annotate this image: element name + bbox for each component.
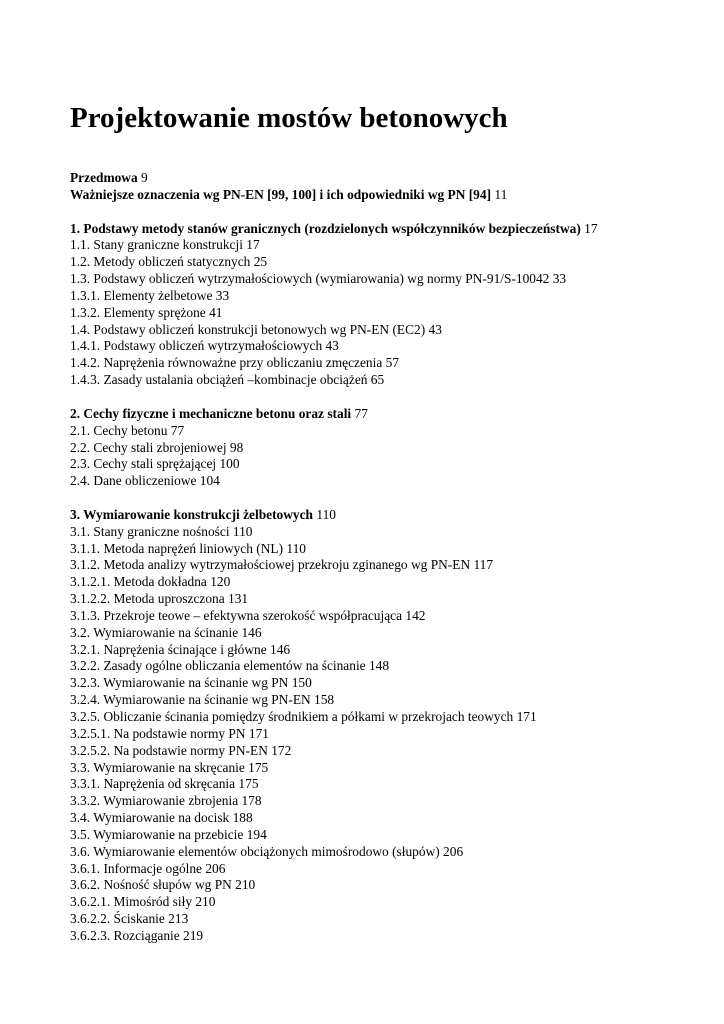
toc-entry: 2.4. Dane obliczeniowe 104 xyxy=(70,473,220,489)
toc-page-number: 17 xyxy=(584,220,598,236)
toc-entry: 3.1.2.1. Metoda dokładna 120 xyxy=(70,574,231,590)
toc-entry: 2.2. Cechy stali zbrojeniowej 98 xyxy=(70,439,244,455)
toc-entry: 3.6.2. Nośność słupów wg PN 210 xyxy=(70,877,256,893)
toc-entry: 1.1. Stany graniczne konstrukcji 17 xyxy=(70,237,260,253)
toc-front-symbols xyxy=(70,187,710,204)
toc-entry: 3.6. Wymiarowanie elementów obciążonych mimośrodowo (słupów) 206 xyxy=(70,843,464,859)
toc-entry: 3.3.1. Naprężenia od skręcania 175 xyxy=(70,776,259,792)
front-matter xyxy=(70,170,710,204)
toc-heading-text: 2. Cechy fizyczne i mechaniczne betonu oraz stali xyxy=(70,405,352,421)
toc-entry: 3.3. Wymiarowanie na skręcanie 175 xyxy=(70,759,269,775)
toc-entry: 3.6.2.2. Ściskanie 213 xyxy=(70,911,189,927)
toc-heading-text: Przedmowa xyxy=(70,170,138,185)
toc-entry: 1.3.2. Elementy sprężone 41 xyxy=(70,304,223,320)
toc-chapter-3 xyxy=(70,507,710,945)
toc-entry: 1.4.1. Podstawy obliczeń wytrzymałościowych 43 xyxy=(70,338,339,354)
table-of-contents xyxy=(70,204,710,945)
toc-entry: 1.4. Podstawy obliczeń konstrukcji betonowych wg PN-EN (EC2) 43 xyxy=(70,321,442,337)
toc-chapter-heading xyxy=(70,406,710,423)
toc-chapter-heading xyxy=(70,221,710,238)
toc-entry: 3.6.1. Informacje ogólne 206 xyxy=(70,860,226,876)
toc-entry: 3.1.3. Przekroje teowe – efektywna szerokość współpracująca 142 xyxy=(70,607,426,623)
toc-entry: 1.3. Podstawy obliczeń wytrzymałościowych (wymiarowania) wg normy PN-91/S-10042 33 xyxy=(70,271,567,287)
toc-entry: 1.2. Metody obliczeń statycznych 25 xyxy=(70,254,268,270)
toc-page-number: 110 xyxy=(316,506,336,522)
page-title: Projektowanie mostów betonowych xyxy=(70,102,508,134)
toc-front-preface xyxy=(70,170,710,187)
toc-entry: 3.2.2. Zasady ogólne obliczania elementów na ścinanie 148 xyxy=(70,658,390,674)
toc-page-number: 9 xyxy=(141,170,148,185)
toc-entry: 3.2.1. Naprężenia ścinające i główne 146 xyxy=(70,641,291,657)
toc-entry: 1.3.1. Elementy żelbetowe 33 xyxy=(70,287,230,303)
toc-entry: 3.1.1. Metoda naprężeń liniowych (NL) 110 xyxy=(70,540,307,556)
toc-entry: 3.6.2.3. Rozciąganie 219 xyxy=(70,927,204,943)
toc-entry: 3.4. Wymiarowanie na docisk 188 xyxy=(70,810,253,826)
toc-entry: 3.1.2. Metoda analizy wytrzymałościowej przekroju zginanego wg PN-EN 117 xyxy=(70,557,494,573)
toc-entry: 3.3.2. Wymiarowanie zbrojenia 178 xyxy=(70,793,262,809)
section-spacer xyxy=(70,389,710,406)
toc-chapter-heading xyxy=(70,507,710,524)
toc-page-number: 77 xyxy=(354,405,368,421)
toc-entry: 1.4.2. Naprężenia równoważne przy obliczaniu zmęczenia 57 xyxy=(70,355,400,371)
toc-heading-text: 1. Podstawy metody stanów granicznych (rozdzielonych współczynników bezpieczeństwa) xyxy=(70,220,581,236)
toc-entry: 2.3. Cechy stali sprężającej 100 xyxy=(70,456,240,472)
section-spacer xyxy=(70,204,710,221)
toc-entry: 3.2.5.1. Na podstawie normy PN 171 xyxy=(70,725,269,741)
toc-chapter-1 xyxy=(70,221,710,389)
toc-heading-text: 3. Wymiarowanie konstrukcji żelbetowych xyxy=(70,506,314,522)
toc-entry: 3.1.2.2. Metoda uproszczona 131 xyxy=(70,591,249,607)
toc-entry: 1.4.3. Zasady ustalania obciążeń –kombinacje obciążeń 65 xyxy=(70,372,385,388)
toc-page-number: 11 xyxy=(494,186,508,202)
toc-entry: 3.2.5.2. Na podstawie normy PN-EN 172 xyxy=(70,742,292,758)
toc-entry: 3.5. Wymiarowanie na przebicie 194 xyxy=(70,826,267,842)
toc-entry: 3.6.2.1. Mimośród siły 210 xyxy=(70,894,216,910)
toc-entry: 3.2.5. Obliczanie ścinania pomiędzy środnikiem a półkami w przekrojach teowych 171 xyxy=(70,709,537,724)
document-page xyxy=(70,96,710,945)
toc-entry: 3.2.3. Wymiarowanie na ścinanie wg PN 150 xyxy=(70,675,312,691)
toc-entry: 3.1. Stany graniczne nośności 110 xyxy=(70,523,253,539)
toc-chapter-2 xyxy=(70,406,710,490)
toc-entry: 3.2.4. Wymiarowanie na ścinanie wg PN-EN 158 xyxy=(70,692,335,708)
toc-entry: 3.2. Wymiarowanie na ścinanie 146 xyxy=(70,624,262,640)
section-spacer xyxy=(70,490,710,507)
toc-heading-text: Ważniejsze oznaczenia wg PN-EN [99, 100] i ich odpowiedniki wg PN [94] xyxy=(70,186,492,202)
toc-entry: 2.1. Cechy betonu 77 xyxy=(70,422,185,438)
